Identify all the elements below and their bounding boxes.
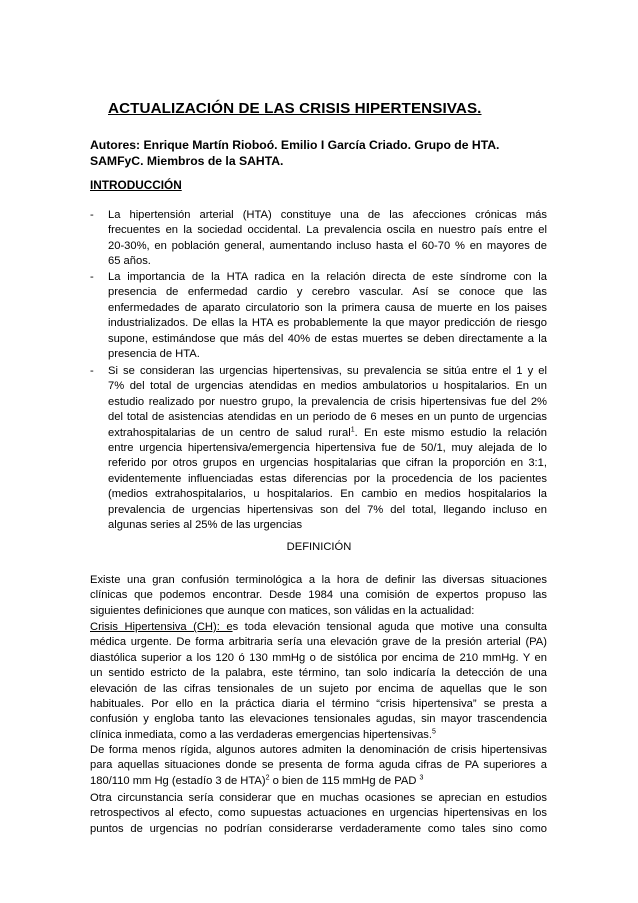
text-line	[108, 426, 547, 441]
bullet-item	[90, 364, 547, 533]
bullet-text	[108, 270, 547, 362]
text-line: prevalencia de urgencias hipertensivas son del 7% del total, llegando incluso en	[108, 503, 547, 516]
text-line: La hipertensión arterial (HTA) constituye una de las afecciones crónicas más	[108, 209, 547, 221]
authors-line: SAMFyC. Miembros de la SAHTA.	[90, 154, 284, 168]
text-line: frecuentes en la sociedad occidental. La prevalencia oscila en nuestro país entre el	[108, 224, 547, 237]
text-line: Otra circunstancia sería considerar que en muchas ocasiones se aprecian en estudios	[90, 792, 547, 804]
text-line: referido por otros grupos en urgencias hospitalarias que cifran la proporción en 3:1,	[108, 457, 547, 470]
text-run: 180/110 mm Hg (estadío 3 de HTA)	[90, 774, 266, 787]
document-title: ACTUALIZACIÓN DE LAS CRISIS HIPERTENSIVAS.	[108, 100, 482, 117]
section-heading-definicion: DEFINICIÓN	[286, 541, 352, 553]
paragraph	[90, 620, 547, 743]
text-line: La importancia de la HTA radica en la relación directa de este síndrome con la	[108, 271, 547, 283]
text-line: un sentido estricto de la palabra, este término, tan solo indicaría la detección de una	[90, 667, 547, 680]
text-line: industrializados. De ellas la HTA es probablemente la que mayor predicción de riesgo	[108, 317, 547, 330]
authors-line: Autores: Enrique Martín Rioboó. Emilio I García Criado. Grupo de HTA.	[90, 138, 500, 152]
text-line: De forma menos rígida, algunos autores admiten la denominación de crisis hipertensivas	[90, 744, 547, 756]
text-line	[90, 620, 547, 635]
text-line: retrospectivos al efecto, como supuestas actuaciones en urgencias hipertensivas en los	[90, 807, 547, 820]
authors-block	[90, 137, 560, 169]
bullet-dash: -	[90, 271, 94, 283]
bullet-dash: -	[90, 365, 94, 377]
text-line: Existe una gran confusión terminológica a la hora de definir las diversas situaciones	[90, 574, 547, 586]
text-line: 7% del total de urgencias atendidas en medios ambulatorios u hospitalarios. En un	[108, 380, 547, 393]
text-line: supone, estimándose que más del 40% de estas muertes se deben directamente a la	[108, 332, 547, 345]
text-line: Si se consideran las urgencias hipertensivas, su prevalencia se sitúa entre el 1 y el	[108, 365, 547, 377]
text-line: estudio realizado por nuestro grupo, la prevalencia de crisis hipertensivas fue del 2%	[108, 395, 547, 408]
text-line: confusión y engloba tanto las elevaciones tensionales agudas, sin mayor trascendencia	[90, 713, 547, 726]
text-run: s toda elevación tensional aguda que motive una consulta	[232, 621, 547, 633]
text-line: del total de asistencias atendidas en un periodo de 6 meses en un punto de urgencias	[108, 411, 547, 424]
text-line: algunas series al 25% de las urgencias	[108, 519, 303, 532]
text-line: presencia de HTA.	[108, 348, 200, 361]
text-run: o bien de 115 mmHg de PAD	[269, 774, 420, 787]
text-line: (medios extrahospitalarios, u hospitalarios. En cambio en medios hospitalarios la	[108, 488, 547, 501]
text-line: diastólica superior a los 120 ó 130 mmHg o de sistólica por encima de 210 mmHg. Y en	[90, 651, 547, 664]
bullet-item	[90, 208, 547, 270]
text-line: presencia de enfermedad cardio y cerebro vascular. Así se conoce que las	[108, 286, 547, 299]
text-line: elevación de las cifras tensionales de un sujeto por encima de aquellas que le son	[90, 682, 547, 695]
text-line: entre urgencia hipertensiva/emergencia hipertensiva fue de 50/1, muy alejada de lo	[108, 442, 547, 455]
text-line: médica urgente. De forma arbitraria sería una elevación grave de la presión arterial (PA)	[90, 636, 547, 649]
text-line: evidentemente influenciadas estas diferencias por la procedencia de los pacientes	[108, 472, 547, 485]
text-line: 20-30%, en población general, aumentando incluso hasta el 60-70 % en mayores de	[108, 239, 547, 252]
text-run: clínica inmediata, como a las verdaderas emergencias hipertensivas.	[90, 728, 433, 741]
text-line: clínicas que podemos encontrar. Desde 1984 una comisión de expertos propuso las	[90, 589, 547, 602]
bullet-dash: -	[90, 209, 94, 221]
text-line: siguientes definiciones que aunque con matices, son válidas en la actualidad:	[90, 604, 475, 617]
reference-superscript: 2	[265, 774, 270, 782]
text-line: puntos de urgencias no podrían considerarse verdaderamente como tales sino como	[90, 822, 547, 835]
paragraph	[90, 791, 547, 837]
reference-superscript: 5	[432, 728, 436, 736]
reference-superscript: 1	[350, 425, 355, 433]
bullet-text	[108, 364, 547, 533]
text-line: habituales. Por ello en la práctica diaria el término “crisis hipertensiva” se presta a	[90, 698, 547, 711]
text-run: . En este mismo estudio la relación	[354, 426, 547, 439]
text-line	[90, 774, 547, 789]
reference-superscript: 3	[419, 774, 424, 782]
bullet-item	[90, 270, 547, 362]
text-line: enfermedades de aparato circulatorio son la primera causa de muerte en los paises	[108, 301, 547, 314]
defined-term: Crisis Hipertensiva (CH): e	[90, 621, 233, 633]
text-line	[90, 728, 547, 743]
paragraph	[90, 743, 547, 789]
section-heading-introduccion: INTRODUCCIÓN	[90, 178, 182, 192]
text-run: extrahospitalarias de un centro de salud rural	[108, 426, 351, 439]
text-line: 65 años.	[108, 255, 151, 268]
text-line: para aquellas situaciones donde se presenta de forma aguda cifras de PA superiores a	[90, 759, 547, 772]
bullet-text	[108, 208, 547, 270]
paragraph	[90, 573, 547, 619]
